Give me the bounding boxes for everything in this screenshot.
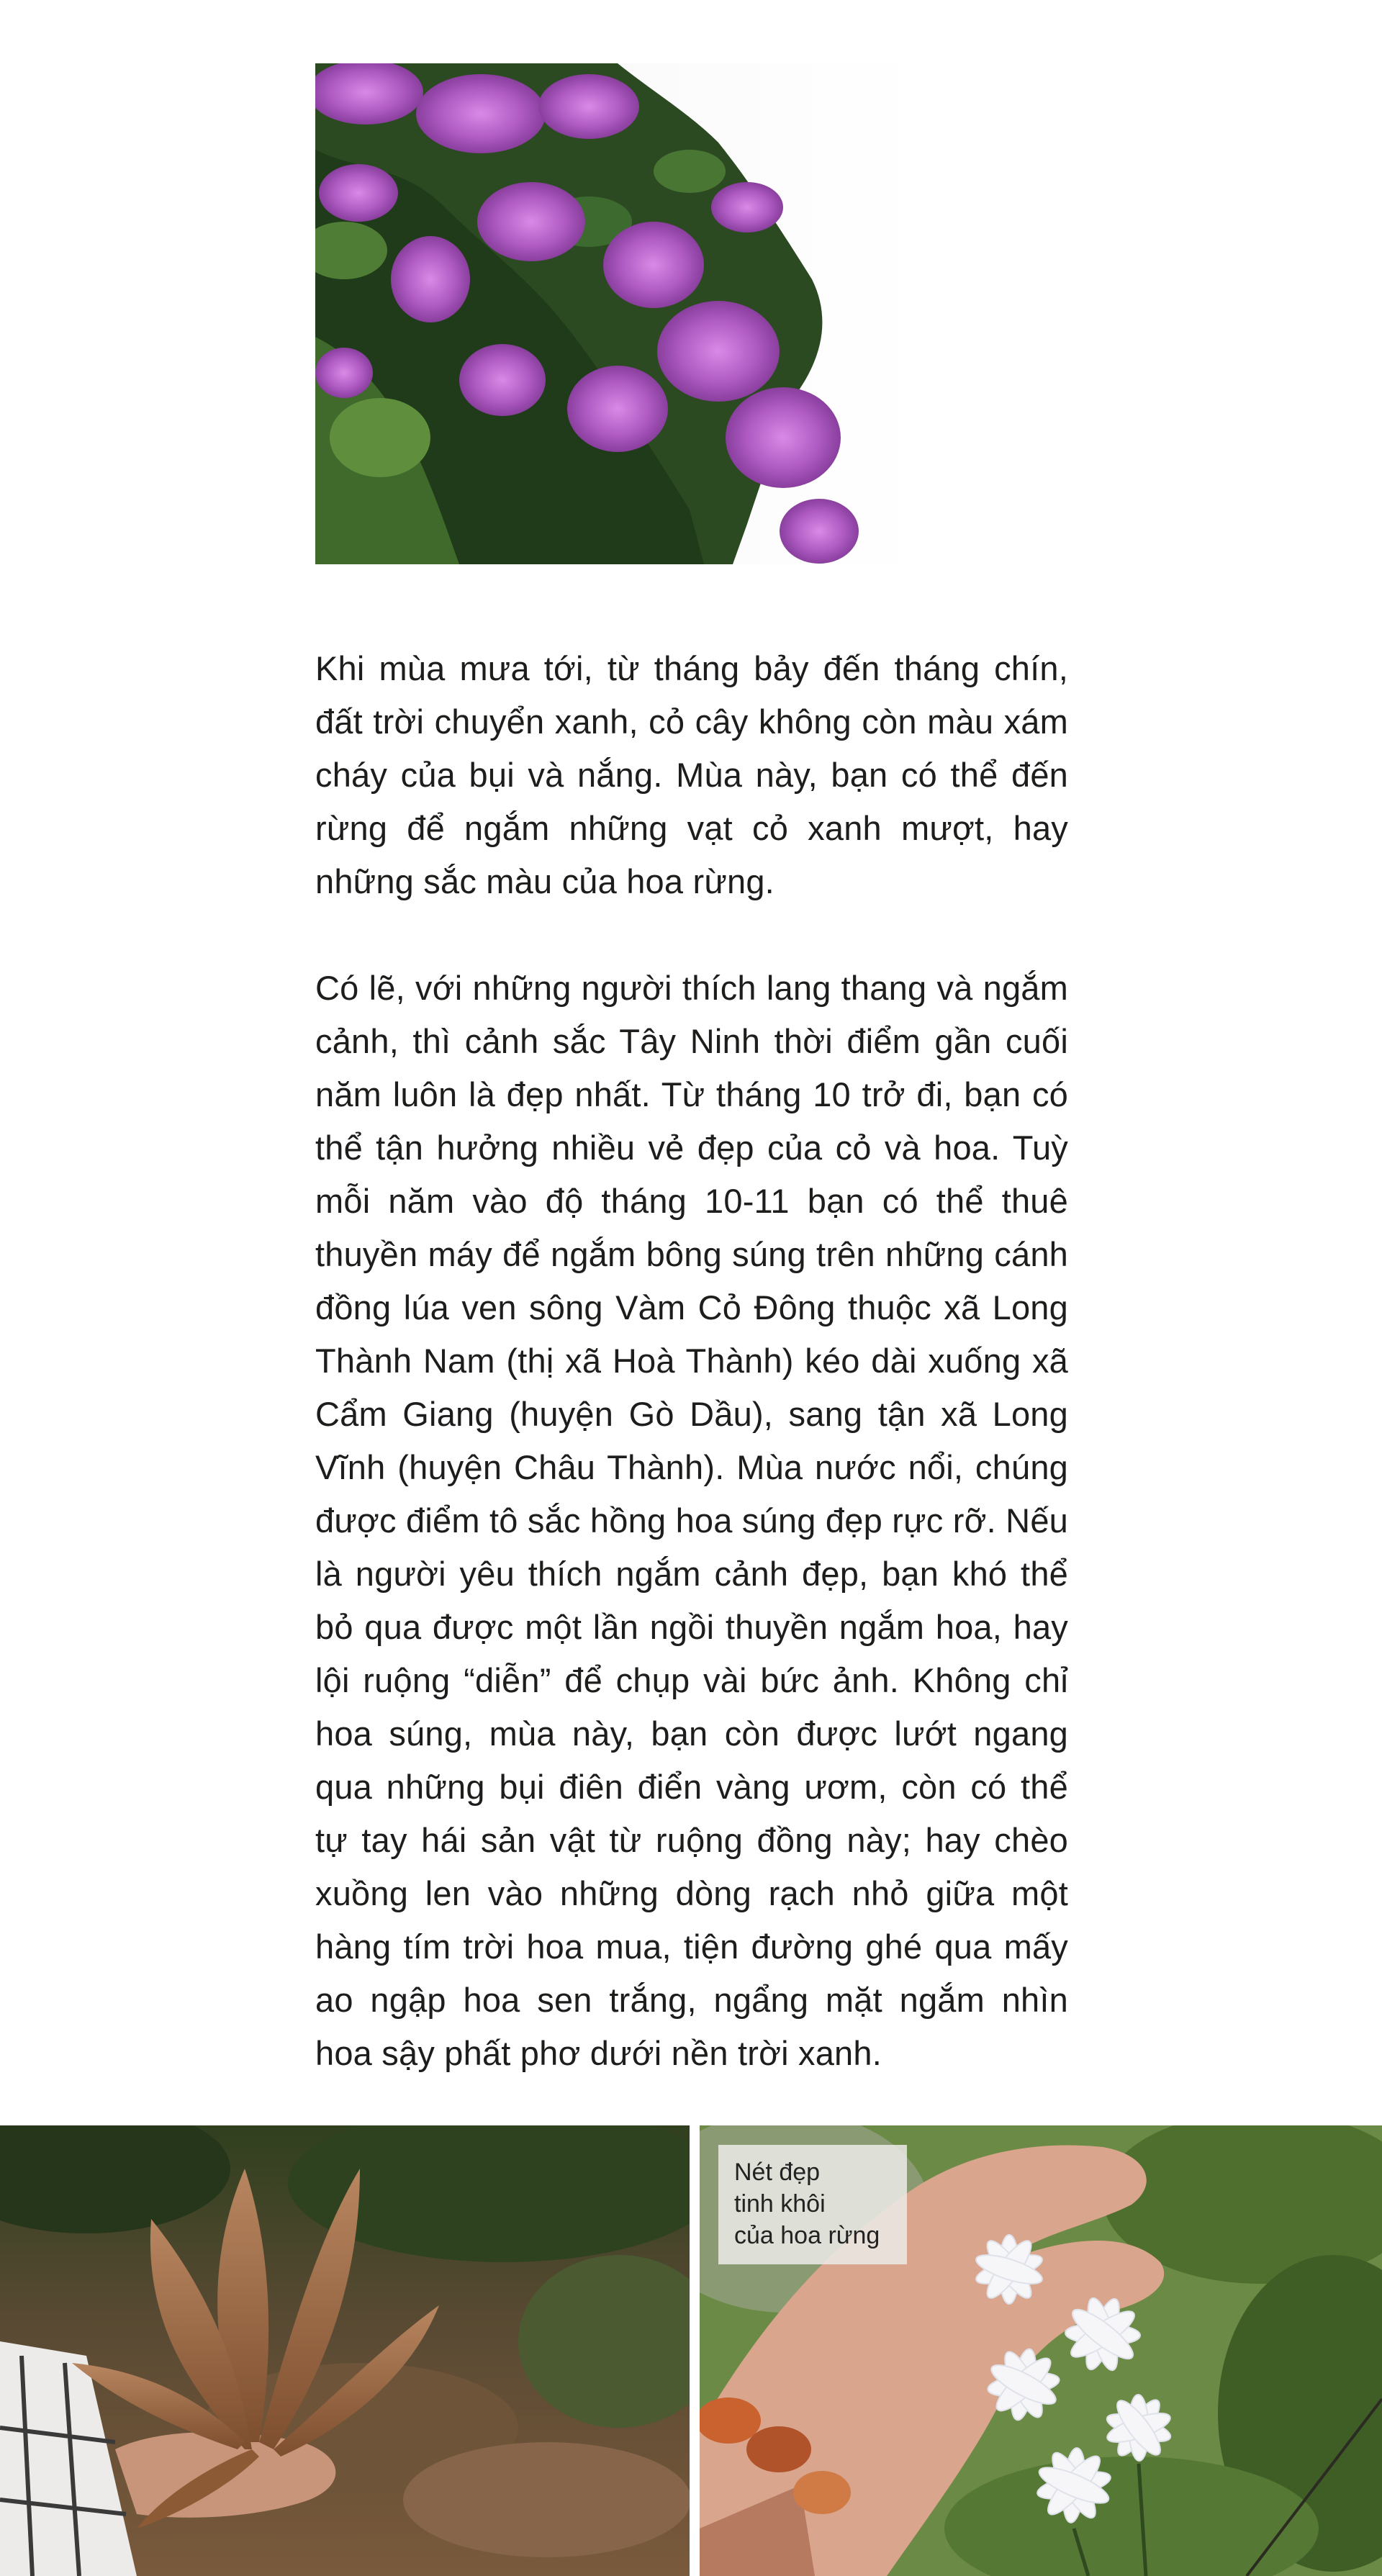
caption-line: tinh khôi: [734, 2190, 826, 2218]
photo-crape-myrtle-tree: [315, 63, 926, 564]
caption-line: của hoa rừng: [734, 2222, 880, 2249]
photo-caption: [718, 2145, 907, 2264]
paragraph-year-end-scenery: Có lẽ, với những người thích lang thang và ngắm cảnh, thì cảnh sắc Tây Ninh thời điểm gần cuối năm luôn là đẹp nhất. Từ tháng 10 trở đi, bạn có thể tận hưởng nhiều vẻ đẹp của cỏ và hoa. Tuỳ mỗi năm vào độ tháng 10-11 bạn có thể thuê thuyền máy để ngắm bông súng trên những cánh đồng lúa ven sông Vàm Cỏ Đông thuộc xã Long Thành Nam (thị xã Hoà Thành) kéo dài xuống xã Cẩm Giang (huyện Gò Dầu), sang tận xã Long Vĩnh (huyện Châu Thành). Mùa nước nổi, chúng được điểm tô sắc hồng hoa súng đẹp rực rỡ. Nếu là người yêu thích ngắm cảnh đẹp, bạn khó thể bỏ qua được một lần ngồi thuyền ngắm hoa, hay lội ruộng “diễn” để chụp vài bức ảnh. Không chỉ hoa súng, mùa này, bạn còn được lướt ngang qua những bụi điên điển vàng ươm, còn có thể tự tay hái sản vật từ ruộng đồng này; hay chèo xuồng len vào những dòng rạch nhỏ giữa một hàng tím trời hoa mua, tiện đường ghé qua mấy ao ngập hoa sen trắng, ngẩng mặt ngắm nhìn hoa sậy phất phơ dưới nền trời xanh.: [315, 969, 1068, 2072]
article-body: [315, 642, 1068, 2080]
caption-line: Nét đẹp: [734, 2159, 821, 2186]
photo-dried-leaf-bouquet: [0, 2125, 690, 2576]
paragraph-rainy-season: Khi mùa mưa tới, từ tháng bảy đến tháng chín, đất trời chuyển xanh, cỏ cây không còn màu xám cháy của bụi và nắng. Mùa này, bạn có thể đến rừng để ngắm những vạt cỏ xanh mượt, hay những sắc màu của hoa rừng.: [315, 649, 1068, 900]
